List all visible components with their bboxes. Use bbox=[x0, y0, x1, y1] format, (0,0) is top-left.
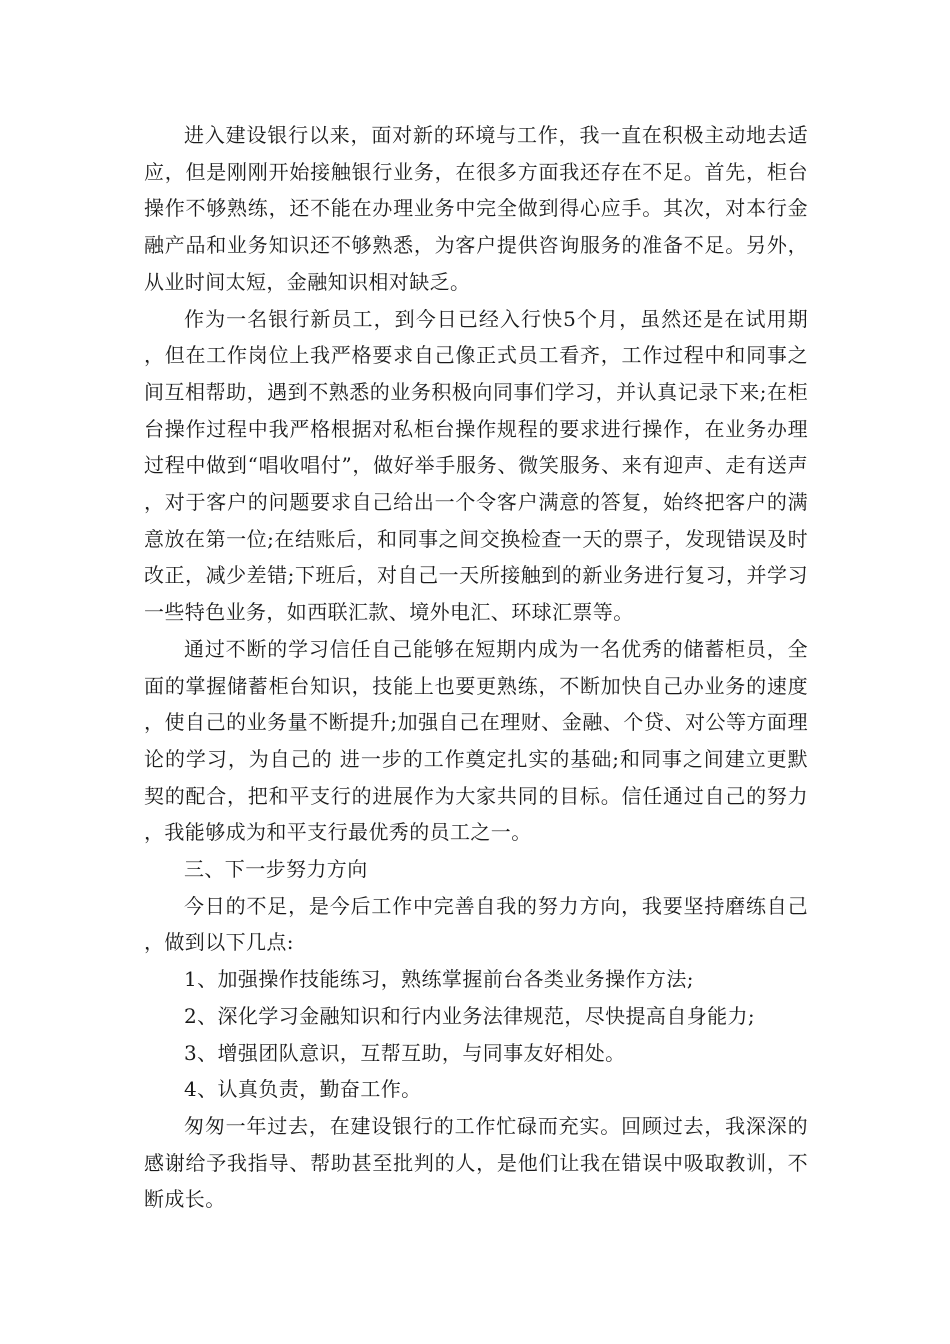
list-item-1: 1、加强操作技能练习，熟练掌握前台各类业务操作方法; bbox=[184, 967, 694, 992]
paragraph-intro: 进入建设银行以来，面对新的环境与工作，我一直在积极主动地去适应，但是刚刚开始接触银行业务，在很多方面我还存在不足。首先，柜台操作不够熟练，还不能在办理业务中完全做到得心应手。其次，对本行金融产品和业务知识还不够熟悉，为客户提供咨询服务的准备不足。另外，从业时间太短，金融知识相对缺乏。 bbox=[144, 123, 808, 294]
section-heading-next-steps: 三、下一步努力方向 bbox=[184, 857, 368, 882]
paragraph-closing: 匆匆一年过去，在建设银行的工作忙碌而充实。回顾过去，我深深的感谢给予我指导、帮助甚至批判的人，是他们让我在错误中吸取教训，不断成长。 bbox=[144, 1113, 808, 1212]
paragraph-new-employee: 作为一名银行新员工，到今日已经入行快5个月，虽然还是在试用期，但在工作岗位上我严格要求自己像正式员工看齐，工作过程中和同事之间互相帮助，遇到不熟悉的业务积极向同事们学习，并认真记录下来;在柜台操作过程中我严格根据对私柜台操作规程的要求进行操作，在业务办理过程中做到“唱收唱付”，做好举手服务、微笑服务、来有迎声、走有送声，对于客户的问题要求自己给出一个令客户满意的答复，始终把客户的满意放在第一位;在结账后，和同事之间交换检查一天的票子，发现错误及时改正，减少差错;下班后，对自己一天所接触到的新业务进行复习，并学习一些特色业务，如西联汇款、境外电汇、环球汇票等。 bbox=[144, 306, 808, 625]
document-body bbox=[144, 117, 808, 1218]
list-item-2: 2、深化学习金融知识和行内业务法律规范，尽快提高自身能力; bbox=[184, 1003, 756, 1028]
list-item-4: 4、认真负责，勤奋工作。 bbox=[184, 1077, 422, 1102]
paragraph-shortcomings: 今日的不足，是今后工作中完善自我的努力方向，我要坚持磨练自己，做到以下几点: bbox=[144, 893, 808, 955]
list-item-3: 3、增强团队意识，互帮互助，与同事友好相处。 bbox=[184, 1040, 626, 1065]
paragraph-learning: 通过不断的学习信任自己能够在短期内成为一名优秀的储蓄柜员，全面的掌握储蓄柜台知识，技能上也要更熟练，不断加快自己办业务的速度，使自己的业务量不断提升;加强自己在理财、金融、个贷、对公等方面理论的学习，为自己的 进一步的工作奠定扎实的基础;和同事之间建立更默契的配合，把和平支行的进展作为大家共同的目标。信任通过自己的努力，我能够成为和平支行最优秀的员工之一。 bbox=[144, 636, 808, 845]
